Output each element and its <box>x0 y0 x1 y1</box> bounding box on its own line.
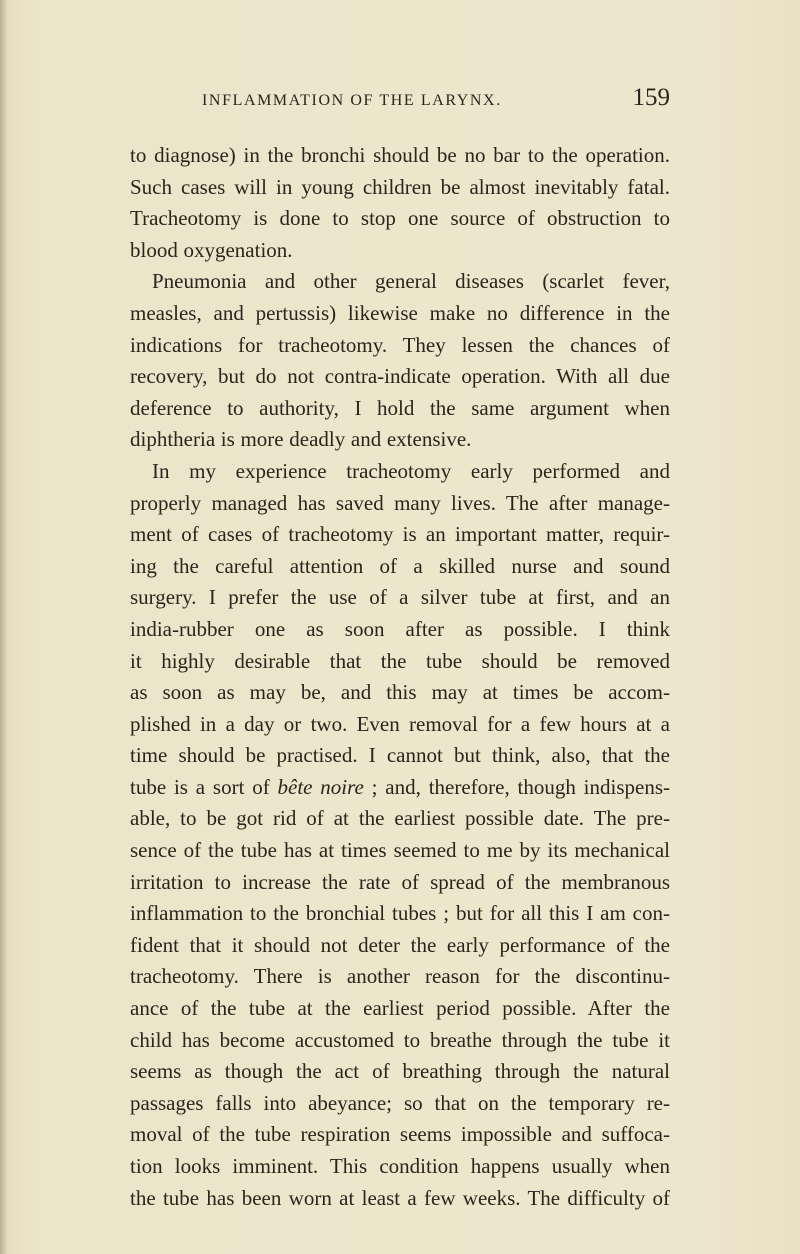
text-line: Pneumonia and other general diseases (scarlet fever, <box>152 269 670 294</box>
text-line: indications for tracheotomy. They lessen the chances of <box>130 332 670 357</box>
text-line: moval of the tube respiration seems impossible and suffoca- <box>130 1122 670 1147</box>
text-line: tion looks imminent. This condition happens usually when <box>130 1154 670 1178</box>
text-line: time should be practised. I cannot but think, also, that the <box>130 743 670 768</box>
page-header <box>130 84 670 120</box>
text-line: measles, and pertussis) likewise make no difference in the <box>130 300 670 325</box>
text-line: surgery. I prefer the use of a silver tube at first, and an <box>130 585 670 610</box>
text-segment: tube is a sort of <box>130 774 278 799</box>
text-line: properly managed has saved many lives. The after manage- <box>130 490 670 515</box>
text-line: In my experience tracheotomy early performed and <box>152 458 670 483</box>
text-line: Such cases will in young children be almost inevitably fatal. <box>130 174 670 199</box>
text-line: blood oxygenation. <box>130 237 293 262</box>
text-line: ing the careful attention of a skilled nurse and sound <box>130 553 670 578</box>
text-line: irritation to increase the rate of spread of the membranous <box>130 869 670 894</box>
page-number: 159 <box>632 84 670 111</box>
text-line: the tube has been worn at least a few weeks. The difficulty of <box>130 1185 670 1210</box>
text-line: passages falls into abeyance; so that on the temporary re- <box>130 1090 670 1115</box>
running-title: INFLAMMATION OF THE LARYNX. <box>202 92 502 109</box>
text-line: seems as though the act of breathing through the natural <box>130 1059 670 1084</box>
italic-phrase: bête noire <box>277 774 364 799</box>
text-line: to diagnose) in the bronchi should be no bar to the operation. <box>130 143 670 167</box>
page-edge <box>0 0 7 1254</box>
text-line: ance of the tube at the earliest period possible. After the <box>130 996 670 1021</box>
text-line: diphtheria is more deadly and extensive. <box>130 427 472 452</box>
body-text <box>130 140 670 1214</box>
text-line: india-rubber one as soon after as possible. I think <box>130 616 670 641</box>
text-line <box>130 772 670 804</box>
text-line: able, to be got rid of at the earliest possible date. The pre- <box>130 806 670 831</box>
text-line: inflammation to the bronchial tubes ; but for all this I am con- <box>130 901 670 926</box>
text-line: child has become accustomed to breathe through the tube it <box>130 1027 670 1052</box>
text-line: recovery, but do not contra-indicate operation. With all due <box>130 364 670 389</box>
text-line: Tracheotomy is done to stop one source of obstruction to <box>130 206 670 231</box>
text-line: ment of cases of tracheotomy is an important matter, requir- <box>130 522 670 547</box>
text-line: fident that it should not deter the early performance of the <box>130 932 670 957</box>
text-line: plished in a day or two. Even removal for a few hours at a <box>130 711 670 736</box>
text-line: deference to authority, I hold the same argument when <box>130 395 670 420</box>
text-line: as soon as may be, and this may at times be accom- <box>130 680 670 705</box>
text-line: tracheotomy. There is another reason for the discontinu- <box>130 964 670 989</box>
text-line: sence of the tube has at times seemed to me by its mechanical <box>130 838 670 863</box>
text-line: it highly desirable that the tube should be removed <box>130 648 670 673</box>
text-segment: ; and, therefore, though indispens- <box>363 774 670 799</box>
